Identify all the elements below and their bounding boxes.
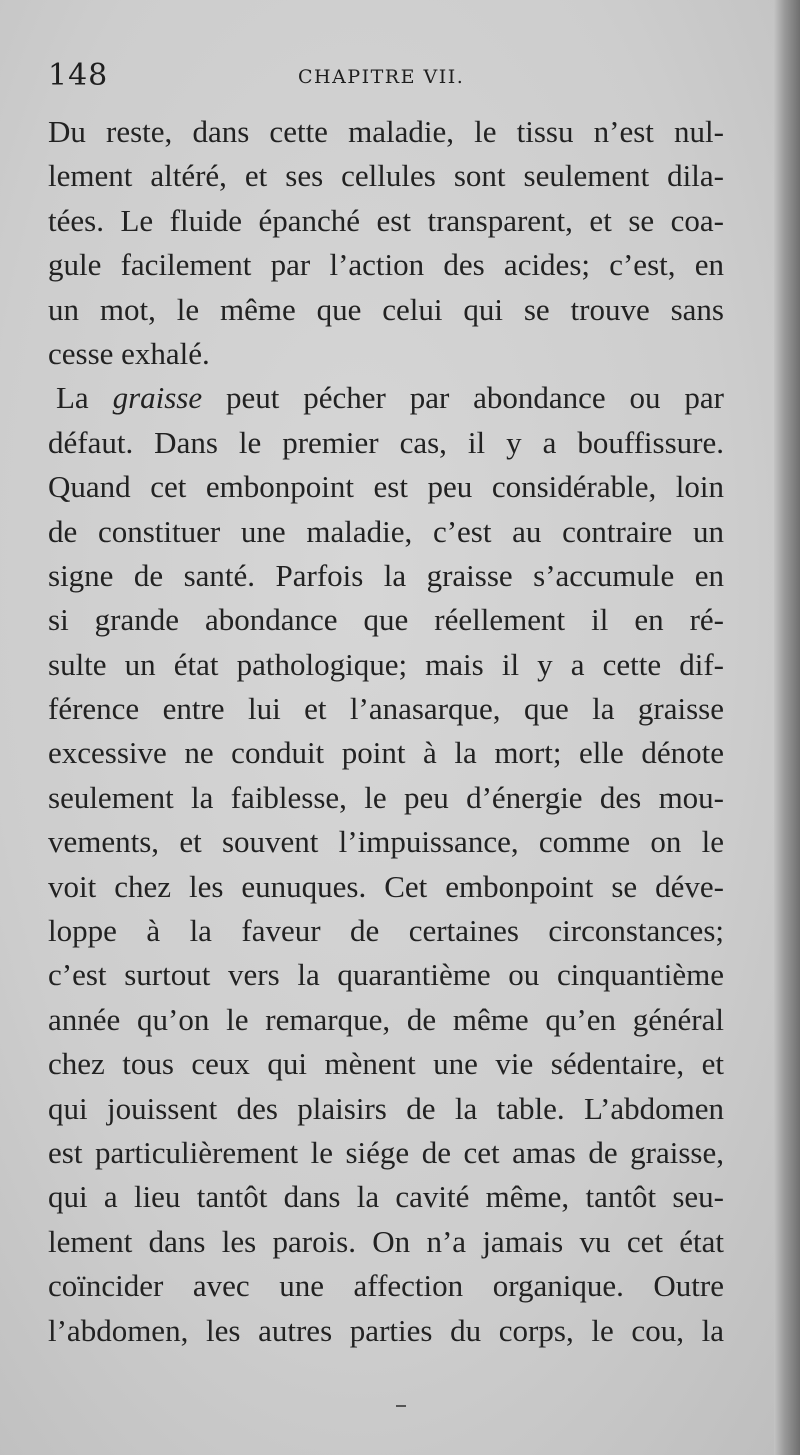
text-line: année qu’on le remarque, de même qu’en général: [48, 1001, 724, 1037]
running-head: CHAPITRE VII.: [298, 66, 465, 88]
text-line: Du reste, dans cette maladie, le tissu n’est nul-: [48, 114, 724, 149]
text-line: un mot, le même que celui qui se trouve sans: [48, 291, 724, 327]
text-line: qui jouissent des plaisirs de la table. L’abdomen: [48, 1090, 724, 1126]
text-line: seulement la faiblesse, le peu d’énergie des mou-: [48, 779, 724, 815]
body-text: [48, 110, 724, 1353]
text-line: loppe à la faveur de certaines circonstances;: [48, 913, 724, 949]
emphasized-word: graisse: [112, 380, 203, 416]
text-line: coïncider avec une affection organique. Outre: [48, 1268, 724, 1304]
footer-mark: [396, 1405, 406, 1407]
text-line: de constituer une maladie, c’est au contraire un: [48, 513, 724, 549]
text-line: défaut. Dans le premier cas, il y a bouffissure.: [48, 424, 724, 460]
text-line: excessive ne conduit point à la mort; elle dénote: [48, 735, 724, 771]
paragraph-start-line: [48, 376, 724, 420]
text-line: lement dans les parois. On n’a jamais vu cet état: [48, 1223, 724, 1259]
text-line: si grande abondance que réellement il en ré-: [48, 602, 724, 638]
text-line: lement altéré, et ses cellules sont seulement dila-: [48, 158, 724, 194]
text-line: signe de santé. Parfois la graisse s’accumule en: [48, 557, 724, 593]
page-number: 148: [48, 58, 109, 93]
text-fragment: peut pécher par abondance ou par: [202, 380, 724, 416]
text-line: cesse exhalé.: [48, 335, 210, 371]
text-line: l’abdomen, les autres parties du corps, le cou, la: [48, 1312, 724, 1348]
text-line: Quand cet embonpoint est peu considérable, loin: [48, 469, 724, 505]
text-line: tées. Le fluide épanché est transparent, et se coa-: [48, 202, 724, 238]
text-line: est particulièrement le siége de cet amas de graisse,: [48, 1134, 724, 1170]
text-line: férence entre lui et l’anasarque, que la graisse: [48, 691, 724, 727]
text-line: voit chez les eunuques. Cet embonpoint se déve-: [48, 868, 724, 904]
text-fragment: La: [56, 380, 113, 416]
text-line: qui a lieu tantôt dans la cavité même, tantôt seu-: [48, 1179, 724, 1215]
text-line: chez tous ceux qui mènent une vie sédentaire, et: [48, 1046, 724, 1082]
text-line: vements, et souvent l’impuissance, comme on le: [48, 824, 724, 860]
text-line: c’est surtout vers la quarantième ou cinquantième: [48, 957, 724, 993]
text-line: gule facilement par l’action des acides; c’est, en: [48, 247, 724, 283]
text-line: sulte un état pathologique; mais il y a cette dif-: [48, 646, 724, 682]
page-header: [48, 58, 738, 98]
page-gutter-shadow: [774, 0, 800, 1455]
